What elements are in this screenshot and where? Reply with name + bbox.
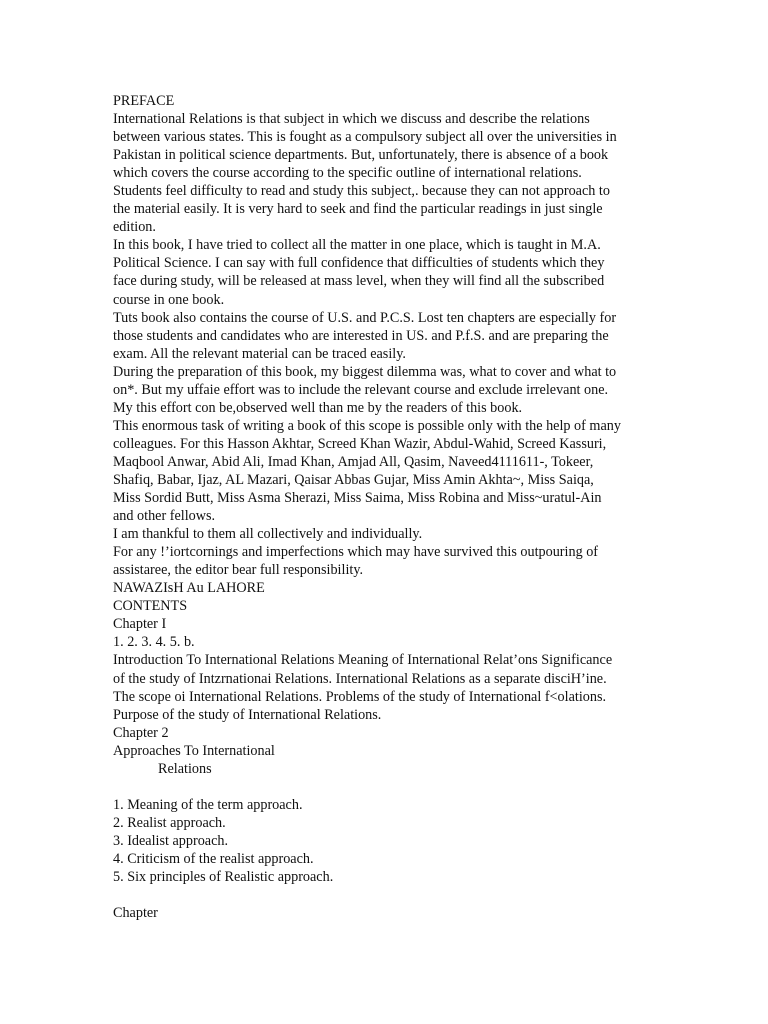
chapter-1-section — [113, 615, 653, 723]
chapter-2-section — [113, 724, 653, 904]
preface-line: assistaree, the editor bear full responsibility. — [113, 562, 364, 579]
preface-line: During the preparation of this book, my biggest dilemma was, what to cover and what to — [113, 363, 617, 380]
preface-body — [113, 110, 653, 597]
preface-line: International Relations is that subject in which we discuss and describe the relations — [113, 111, 590, 128]
preface-line: Maqbool Anwar, Abid Ali, Imad Khan, Amjad All, Qasim, Naveed4111611-, Tokeer, — [113, 453, 594, 470]
preface-line: Students feel difficulty to read and study this subject,. because they can not approach to — [113, 183, 610, 200]
preface-line: the material easily. It is very hard to seek and find the particular readings in just single — [113, 201, 603, 218]
preface-heading: PREFACE — [113, 93, 175, 109]
preface-line: course in one book. — [113, 291, 225, 308]
contents-heading: CONTENTS — [113, 598, 188, 615]
chapter-2-item: 2. Realist approach. — [113, 814, 226, 831]
preface-line: edition. — [113, 219, 156, 236]
preface-line: Miss Sordid Butt, Miss Asma Sherazi, Miss Saima, Miss Robina and Miss~uratul-Ain — [113, 490, 602, 507]
blank-line — [113, 778, 653, 796]
chapter-2-item: 4. Criticism of the realist approach. — [113, 850, 314, 867]
preface-line: Shafiq, Babar, Ijaz, AL Mazari, Qaisar Abbas Gujar, Miss Amin Akhta~, Miss Saiqa, — [113, 471, 594, 488]
preface-line: between various states. This is fought as a compulsory subject all over the universities in — [113, 129, 617, 146]
preface-line: on*. But my uffaie effort was to include the relevant course and exclude irrelevant one. — [113, 381, 609, 398]
chapter-3-label: Chapter — [113, 905, 158, 922]
preface-line: and other fellows. — [113, 508, 216, 525]
chapter-1-numbers: 1. 2. 3. 4. 5. b. — [113, 634, 195, 651]
document-page — [113, 92, 653, 922]
preface-line: colleagues. For this Hasson Akhtar, Screed Khan Wazir, Abdul-Wahid, Screed Kassuri, — [113, 435, 607, 452]
preface-line: Tuts book also contains the course of U.S. and P.C.S. Lost ten chapters are especially for — [113, 309, 617, 326]
preface-line: Pakistan in political science departments. But, unfortunately, there is absence of a book — [113, 147, 609, 164]
preface-line: face during study, will be released at mass level, when they will find all the subscribed — [113, 273, 605, 290]
preface-line: Political Science. I can say with full confidence that difficulties of students which they — [113, 255, 605, 272]
chapter-1-title: Chapter I — [113, 616, 167, 633]
preface-line: I am thankful to them all collectively and individually. — [113, 526, 423, 543]
preface-line: My this effort con be,observed well than me by the readers of this book. — [113, 399, 523, 416]
preface-line: In this book, I have tried to collect all the matter in one place, which is taught in M.A. — [113, 237, 601, 254]
chapter-1-line: Purpose of the study of International Relations. — [113, 706, 382, 723]
preface-line: those students and candidates who are interested in US. and P.f.S. and are preparing the — [113, 327, 609, 344]
blank-line — [113, 886, 653, 904]
chapter-2-heading: Approaches To International — [113, 742, 275, 759]
chapter-1-line: of the study of Intzrnationai Relations. International Relations as a separate disciH’ine. — [113, 670, 607, 687]
preface-line: exam. All the relevant material can be traced easily. — [113, 345, 406, 362]
chapter-1-line: Introduction To International Relations Meaning of International Relat’ons Significance — [113, 652, 613, 669]
chapter-2-heading-continued: Relations — [158, 760, 212, 777]
preface-line: For any !’iortcornings and imperfections which may have survived this outpouring of — [113, 544, 599, 561]
chapter-2-title: Chapter 2 — [113, 724, 169, 741]
chapter-2-item: 1. Meaning of the term approach. — [113, 796, 303, 813]
chapter-2-item: 3. Idealist approach. — [113, 832, 229, 849]
chapter-2-item: 5. Six principles of Realistic approach. — [113, 869, 334, 886]
preface-line: This enormous task of writing a book of this scope is possible only with the help of many — [113, 417, 621, 434]
preface-line: which covers the course according to the specific outline of international relations. — [113, 165, 582, 182]
chapter-1-line: The scope oi International Relations. Problems of the study of International f<olations. — [113, 688, 607, 705]
author-signature: NAWAZIsH Au LAHORE — [113, 580, 265, 597]
